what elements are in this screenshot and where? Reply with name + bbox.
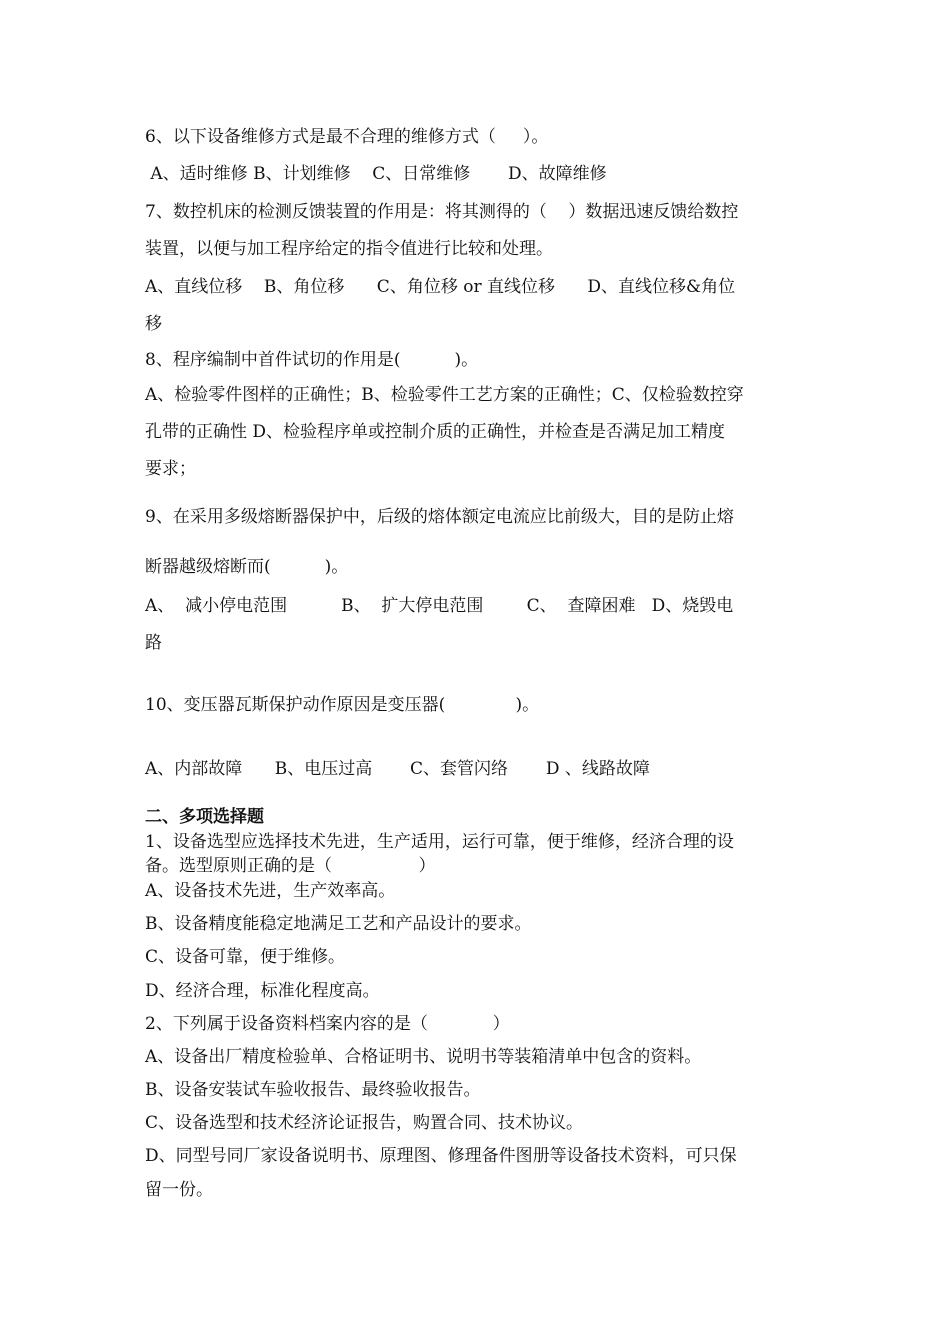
- multi-question-2-option-b: B、设备安装试车验收报告、最终验收报告。: [145, 1080, 481, 1100]
- question-9-line-1: 9、在采用多级熔断器保护中，后级的熔体额定电流应比前级大，目的是防止熔: [145, 507, 734, 527]
- multi-question-1-option-c: C、设备可靠，便于维修。: [145, 947, 346, 967]
- question-9-options-line-1: A、 减小停电范围 B、 扩大停电范围 C、 查障困难 D、烧毁电: [145, 596, 734, 616]
- question-8-options-line-2: 孔带的正确性 D、检验程序单或控制介质的正确性，并检查是否满足加工精度: [145, 422, 726, 442]
- multi-question-1-option-b: B、设备精度能稳定地满足工艺和产品设计的要求。: [145, 914, 532, 934]
- question-7-options-line-2: 移: [145, 314, 162, 334]
- multi-question-2-option-d-line-1: D、同型号同厂家设备说明书、原理图、修理备件图册等设备技术资料，可只保: [145, 1146, 737, 1166]
- multi-question-2-option-a: A、设备出厂精度检验单、合格证明书、说明书等装箱清单中包含的资料。: [145, 1047, 702, 1067]
- question-10: 10、变压器瓦斯保护动作原因是变压器( )。: [145, 695, 540, 715]
- multi-question-1-line-1: 1、设备选型应选择技术先进，生产适用，运行可靠，便于维修，经济合理的设: [145, 832, 734, 852]
- question-8-options-line-3: 要求；: [145, 459, 196, 479]
- question-7-options-line-1: A、直线位移 B、角位移 C、角位移 or 直线位移 D、直线位移&角位: [145, 277, 736, 297]
- question-6: 6、以下设备维修方式是最不合理的维修方式（ ）。: [145, 127, 549, 147]
- question-6-options: A、适时维修 B、计划维修 C、日常维修 D、故障维修: [145, 164, 607, 184]
- multi-question-1-line-2: 备。选型原则正确的是（ ）: [145, 856, 436, 876]
- multi-question-1-option-d: D、经济合理，标准化程度高。: [145, 981, 380, 1001]
- question-9-options-line-2: 路: [145, 633, 162, 653]
- multi-question-1-option-a: A、设备技术先进，生产效率高。: [145, 881, 396, 901]
- multi-question-2-option-d-line-2: 留一份。: [145, 1180, 213, 1200]
- section-heading-multiple-choice: 二、多项选择题: [145, 807, 264, 827]
- question-7-line-1: 7、数控机床的检测反馈装置的作用是：将其测得的（ ）数据迅速反馈给数控: [145, 202, 739, 222]
- question-8-options-line-1: A、检验零件图样的正确性；B、检验零件工艺方案的正确性；C、仅检验数控穿: [145, 385, 744, 405]
- question-9-line-2: 断器越级熔断而( )。: [145, 557, 349, 577]
- multi-question-2-option-c: C、设备选型和技术经济论证报告，购置合同、技术协议。: [145, 1113, 584, 1133]
- question-8: 8、程序编制中首件试切的作用是( )。: [145, 350, 479, 370]
- question-7-line-2: 装置，以便与加工程序给定的指令值进行比较和处理。: [145, 239, 553, 259]
- multi-question-2: 2、下列属于设备资料档案内容的是（ ）: [145, 1014, 510, 1034]
- question-10-options: A、内部故障 B、电压过高 C、套管闪络 D 、线路故障: [145, 759, 650, 779]
